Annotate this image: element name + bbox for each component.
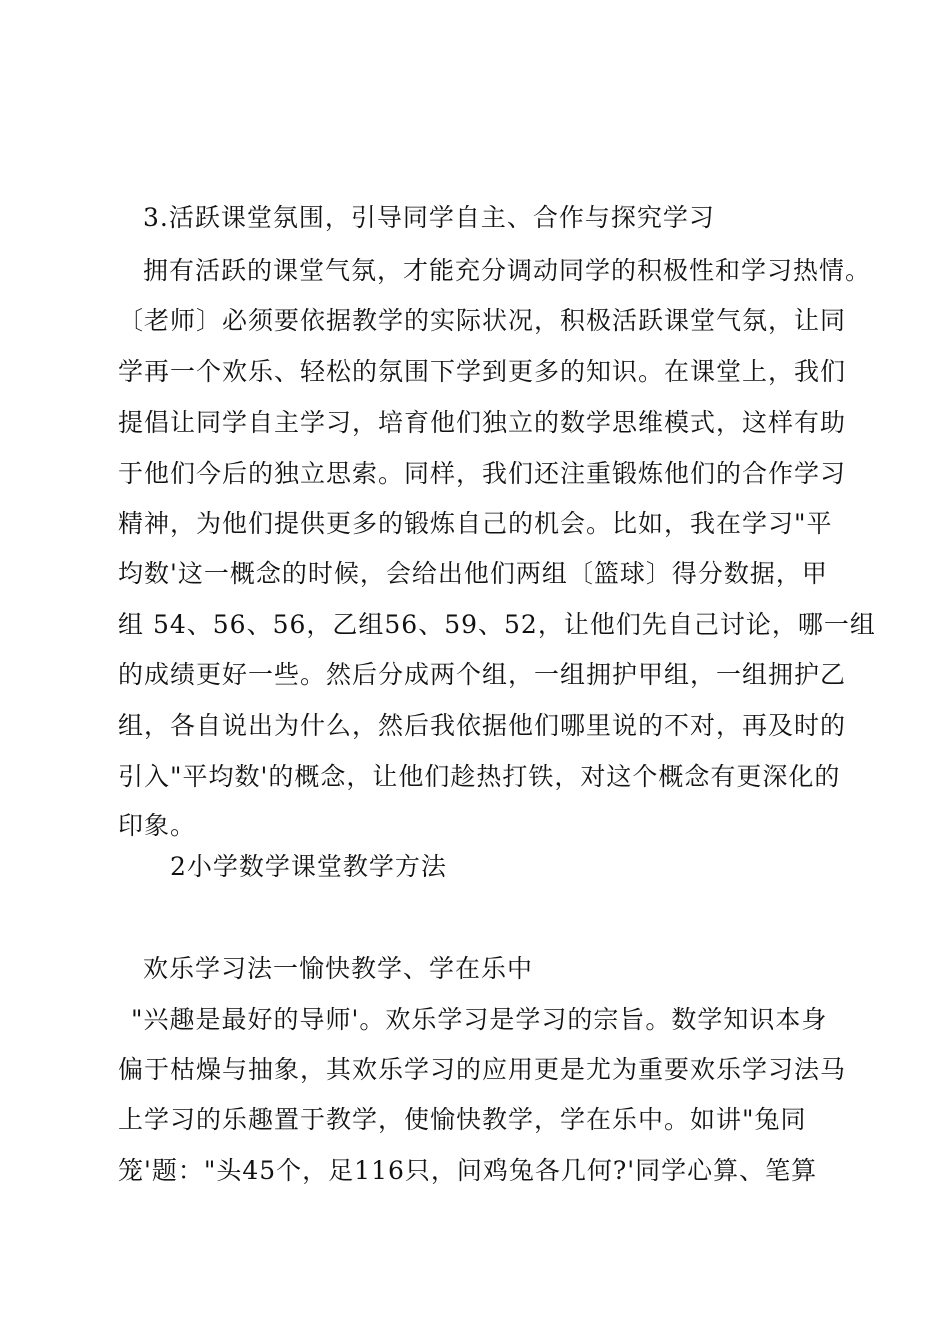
paragraph-line: 精神，为他们提供更多的锻炼自己的机会。比如，我在学习"平 — [118, 509, 833, 538]
paragraph-line: 上学习的乐趣置于教学，使愉快教学，学在乐中。如讲"兔同 — [118, 1105, 807, 1134]
subsection-heading: 欢乐学习法一愉快教学、学在乐中 — [143, 954, 534, 983]
paragraph-line: 组，各自说出为什么，然后我依据他们哪里说的不对，再及时的 — [118, 711, 847, 740]
paragraph-line: 偏于枯燥与抽象，其欢乐学习的应用更是尤为重要欢乐学习法马 — [118, 1055, 847, 1084]
paragraph-line: 均数'这一概念的时候，会给出他们两组〔篮球〕得分数据，甲 — [118, 559, 828, 588]
paragraph-line: 引入"平均数'的概念，让他们趁热打铁，对这个概念有更深化的 — [118, 762, 841, 791]
paragraph-line: 组 54、56、56，乙组56、59、52，让他们先自己讨论，哪一组 — [118, 610, 876, 639]
paragraph-line: 的成绩更好一些。然后分成两个组，一组拥护甲组，一组拥护乙 — [118, 660, 847, 689]
paragraph-line: 〔老师〕必须要依据教学的实际状况，积极活跃课堂气氛，让同 — [118, 306, 847, 335]
paragraph-line: "兴趣是最好的导师'。欢乐学习是学习的宗旨。数学知识本身 — [131, 1005, 828, 1034]
paragraph-line: 于他们今后的独立思索。同样，我们还注重锻炼他们的合作学习 — [118, 459, 847, 488]
paragraph-line: 学再一个欢乐、轻松的氛围下学到更多的知识。在课堂上，我们 — [118, 357, 847, 386]
paragraph-line: 提倡让同学自主学习，培育他们独立的数学思维模式，这样有助 — [118, 408, 847, 437]
paragraph-line: 拥有活跃的课堂气氛，才能充分调动同学的积极性和学习热情。 — [143, 256, 872, 285]
section-heading-2: 2小学数学课堂教学方法 — [170, 852, 447, 881]
section-heading-3: 3.活跃课堂氛围，引导同学自主、合作与探究学习 — [143, 203, 715, 232]
paragraph-line: 印象。 — [118, 811, 197, 840]
paragraph-line: 笼'题："头45个，足116只，问鸡兔各几何?'同学心算、笔算 — [118, 1156, 818, 1185]
